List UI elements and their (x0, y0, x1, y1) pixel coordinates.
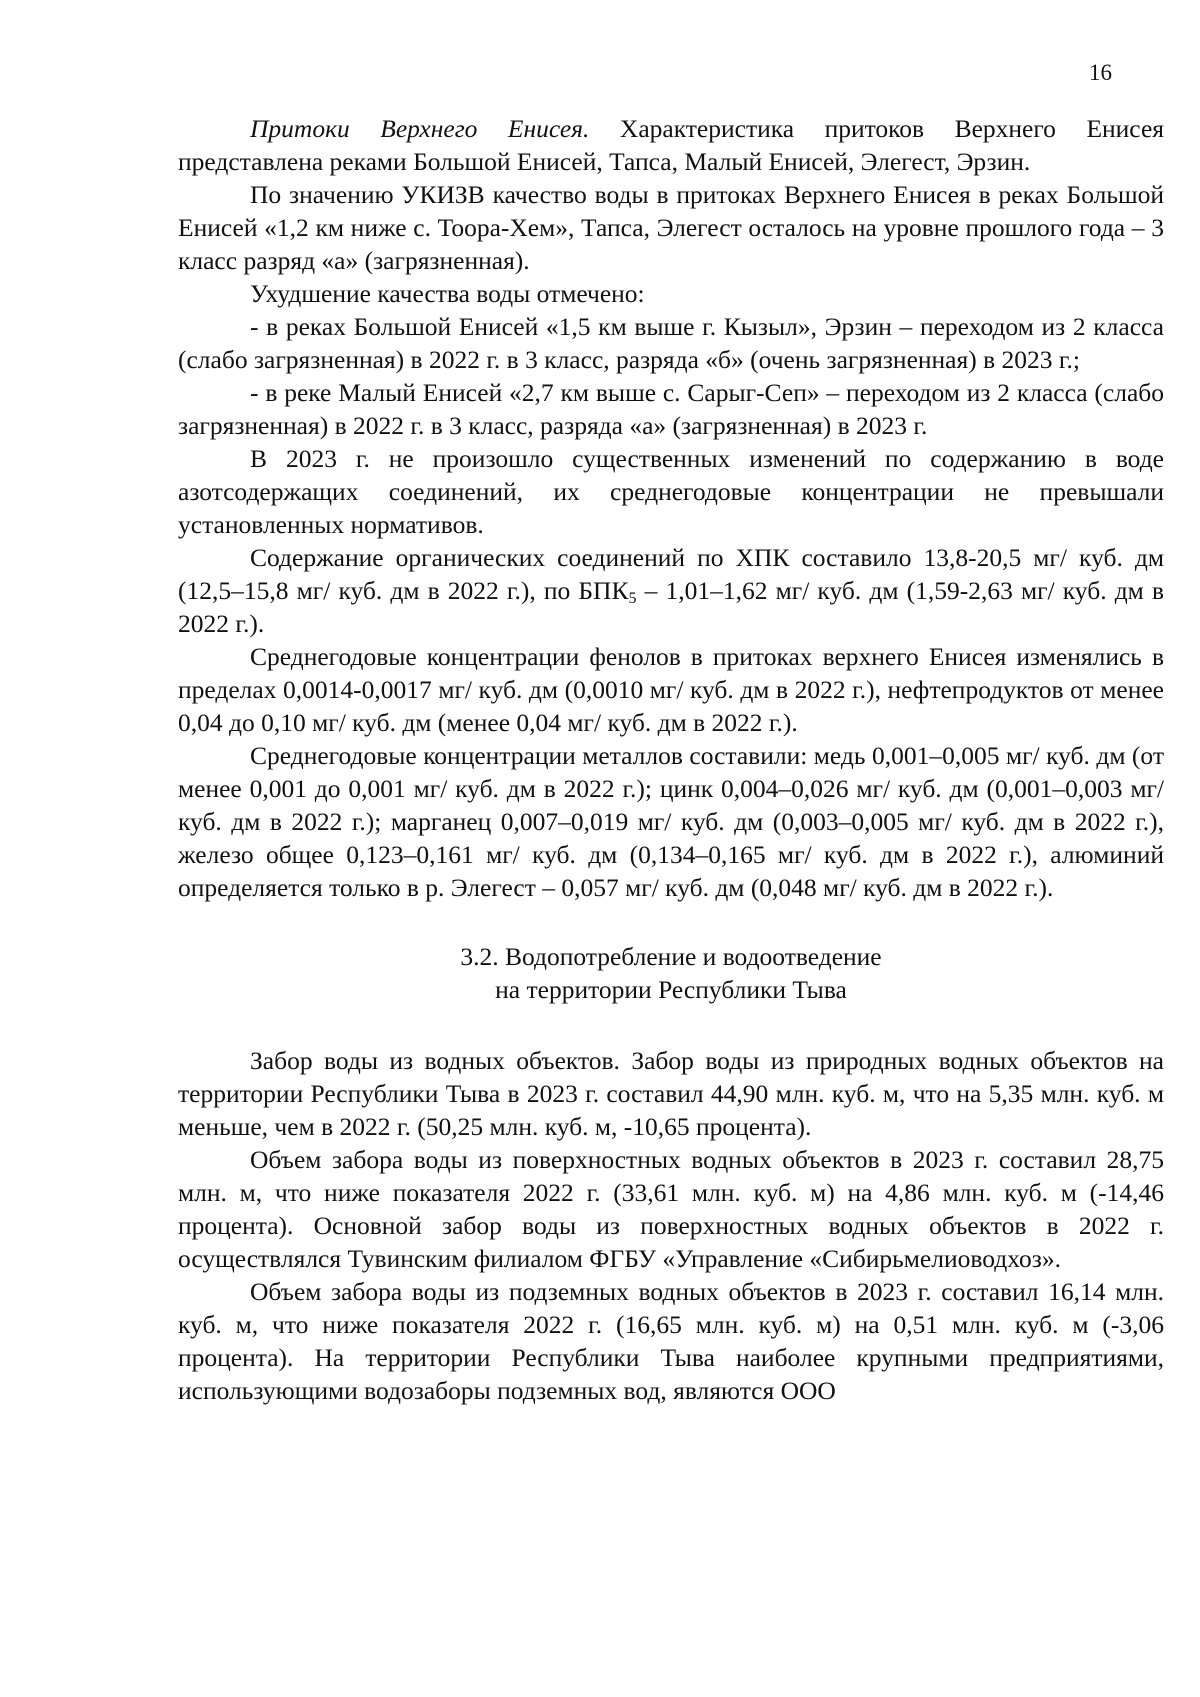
section-heading (178, 940, 1164, 1006)
paragraph-text: – 1,01–1,62 мг/ куб. дм (1,59-2,63 мг/ куб. дм в 2022 г.). (178, 576, 1164, 638)
section-heading-line-1: 3.2. Водопотребление и водоотведение (460, 942, 882, 971)
document-body (178, 112, 1164, 1407)
paragraph-deterioration-item-1: - в реках Большой Енисей «1,5 км выше г. Кызыл», Эрзин – переходом из 2 класса (слабо загрязненная) в 2022 г. в 3 класс, разряда «б» (очень загрязненная) в 2023 г.; (178, 312, 1164, 374)
paragraph-metals: Среднегодовые концентрации металлов составили: медь 0,001–0,005 мг/ куб. дм (от менее 0,001 до 0,001 мг/ куб. дм в 2022 г.); цинк 0,004–0,026 мг/ куб. дм (0,001–0,003 мг/ куб. дм в 2022 г.); марганец 0,007–0,019 мг/ куб. дм (0,003–0,005 мг/ куб. дм в 2022 г.), железо общее 0,123–0,161 мг/ куб. дм (0,134–0,165 мг/ куб. дм в 2022 г.), алюминий определяется только в р. Элегест – 0,057 мг/ куб. дм (0,048 мг/ куб. дм в 2022 г.). (178, 741, 1164, 902)
paragraph-ukizv-quality: По значению УКИЗВ качество воды в притоках Верхнего Енисея в реках Большой Енисей «1,2 км ниже с. Тоора-Хем», Тапса, Элегест осталось на уровне прошлого года – 3 класс разряд «а» (загрязненная). (178, 180, 1164, 275)
section-heading-line-2: на территории Республики Тыва (495, 975, 847, 1004)
paragraph-water-intake: Забор воды из водных объектов. Забор воды из природных водных объектов на территории Республики Тыва в 2023 г. составил 44,90 млн. куб. м, что на 5,35 млн. куб. м меньше, чем в 2022 г. (50,25 млн. куб. м, -10,65 процента). (178, 1046, 1164, 1141)
page-number: 16 (1089, 60, 1112, 85)
paragraph-text: Содержание органических соединений по ХПК составило 13,8-20,5 мг/ куб. дм (12,5–15,8 мг/ куб. дм в 2022 г.), по БПК (178, 543, 1164, 605)
paragraph-deterioration-item-2: - в реке Малый Енисей «2,7 км выше с. Сарыг-Сеп» – переходом из 2 класса (слабо загрязненная) в 2022 г. в 3 класс, разряда «а» (загрязненная) в 2023 г. (178, 378, 1164, 440)
paragraph-organic-compounds (178, 541, 1164, 640)
paragraph-tributaries-intro (178, 112, 1164, 178)
italic-lead-heading: Притоки Верхнего Енисея. (250, 114, 590, 143)
paragraph-surface-water: Объем забора воды из поверхностных водных объектов в 2023 г. составил 28,75 млн. м, что ниже показателя 2022 г. (33,61 млн. куб. м) на 4,86 млн. куб. м (-14,46 процента). Основной забор воды из поверхностных водных объектов в 2022 г. осуществлялся Тувинским филиалом ФГБУ «Управление «Сибирьмелиоводхоз». (178, 1145, 1164, 1273)
paragraph-text: Характеристика притоков Верхнего Енисея представлена реками Большой Енисей, Тапса, Малый Енисей, Элегест, Эрзин. (178, 114, 1164, 176)
paragraph-phenols: Среднегодовые концентрации фенолов в притоках верхнего Енисея изменялись в пределах 0,0014-0,0017 мг/ куб. дм (0,0010 мг/ куб. дм в 2022 г.), нефтепродуктов от менее 0,04 до 0,10 мг/ куб. дм (менее 0,04 мг/ куб. дм в 2022 г.). (178, 642, 1164, 737)
paragraph-groundwater: Объем забора воды из подземных водных объектов в 2023 г. составил 16,14 млн. куб. м, что ниже показателя 2022 г. (16,65 млн. куб. м) на 0,51 млн. куб. м (-3,06 процента). На территории Республики Тыва наиболее крупными предприятиями, использующими водозаборы подземных вод, являются ООО (178, 1277, 1164, 1405)
paragraph-nitrogen-compounds: В 2023 г. не произошло существенных изменений по содержанию в воде азотсодержащих соединений, их среднегодовые концентрации не превышали установленных нормативов. (178, 444, 1164, 539)
subscript-5: 5 (628, 590, 637, 607)
paragraph-deterioration-intro: Ухудшение качества воды отмечено: (250, 279, 645, 308)
